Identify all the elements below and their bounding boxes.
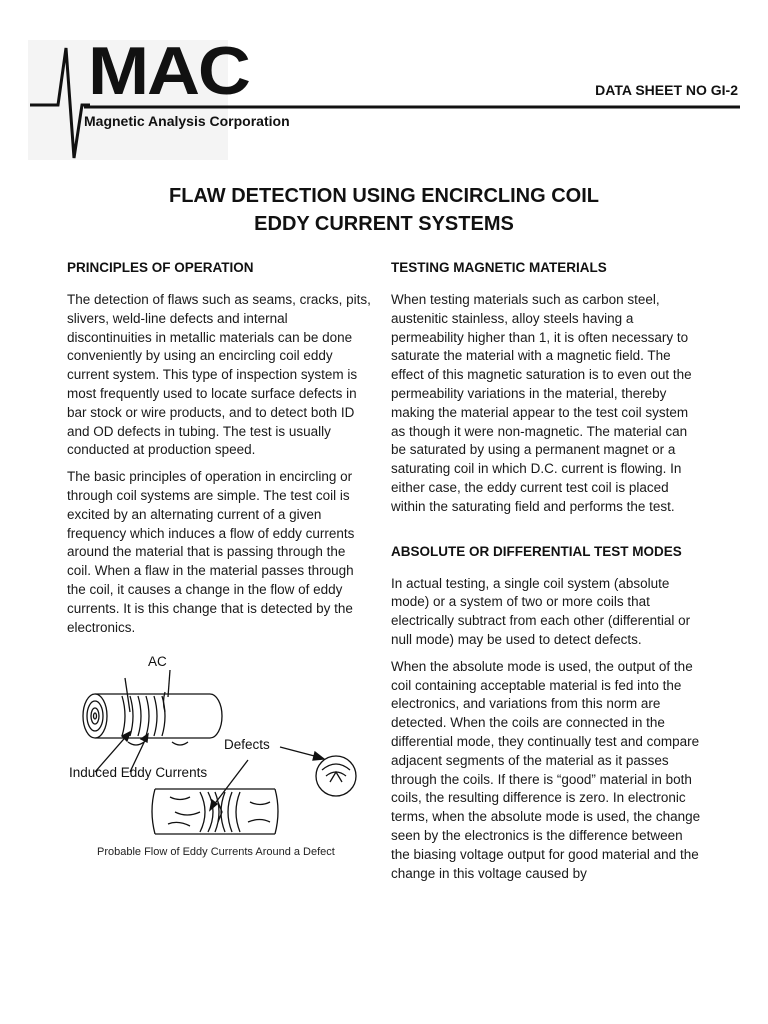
heading-principles: PRINCIPLES OF OPERATION xyxy=(67,260,254,275)
label-defects: Defects xyxy=(224,737,270,752)
eddy-current-figure xyxy=(60,652,370,862)
heading-testing-magnetic: TESTING MAGNETIC MATERIALS xyxy=(391,260,607,275)
title-line-2: EDDY CURRENT SYSTEMS xyxy=(254,213,514,235)
heading-test-modes: ABSOLUTE OR DIFFERENTIAL TEST MODES xyxy=(391,543,682,559)
left-column xyxy=(67,259,373,645)
eddy-current-illustration xyxy=(60,652,370,842)
figure-caption: Probable Flow of Eddy Currents Around a Defect xyxy=(97,846,335,858)
label-induced-eddy-currents: Induced Eddy Currents xyxy=(69,765,208,780)
company-name: Magnetic Analysis Corporation xyxy=(84,113,290,129)
logo-mac: MAC xyxy=(88,33,249,109)
paragraph-test-modes-2: When the absolute mode is used, the output of the coil containing acceptable material is fed into the electronics, and variations from this norm are detected. When the coils are connected in the differential mode, they continually test and compare adjacent segments of the material as it passes through the coils. If there is “good” material in both coils, the resulting difference is zero. In electronic terms, when the absolute mode is used, the change seen by the electronics is the difference between the biasing voltage output for good material and the change in this voltage caused by xyxy=(391,658,701,881)
right-column xyxy=(391,259,703,891)
title-line-1: FLAW DETECTION USING ENCIRCLING COIL xyxy=(169,185,599,207)
paragraph-principles-1: The detection of flaws such as seams, cracks, pits, slivers, weld-line defects and internal discontinuities in metallic materials can be done conveniently by using an encircling coil eddy current system. This type of inspection system is most frequently used to locate surface defects in bar stock or wire products, and to detect both ID and OD defects in tubing. The test is usually conducted at production speed. xyxy=(67,292,371,458)
data-sheet-number: DATA SHEET NO GI-2 xyxy=(595,82,738,98)
label-ac: AC xyxy=(148,654,167,669)
paragraph-test-modes-1: In actual testing, a single coil system (absolute mode) or a system of two or more coils that electrically subtract from each other (differential or null mode) may be used to detect defects. xyxy=(391,575,691,647)
cross-section-drawing xyxy=(280,747,356,796)
bar-with-coil-drawing xyxy=(83,670,222,772)
paragraph-testing-magnetic: When testing materials such as carbon steel, austenitic stainless, alloy steels having a permeability higher than 1, it is often necessary to saturate the material with a magnetic field. The effect of this magnetic saturation is to even out the permeability variations in the material, thereby making the material appear to the test coil system as though it were non-magnetic. The material can be saturated by using a permanent magnet or a saturating coil in which D.C. current is flowing. In either case, the eddy current test coil is placed within the saturating field and performs the test. xyxy=(391,292,692,514)
document-title xyxy=(0,182,768,238)
paragraph-principles-2: The basic principles of operation in encircling or through coil systems are simple. The test coil is excited by an alternating current of a given frequency which induces a flow of eddy currents around the material that is passing through the coil. When a flaw in the material passes through the coil, it causes a change in the flow of eddy currents. It is this change that is detected by the electronics. xyxy=(67,469,355,635)
